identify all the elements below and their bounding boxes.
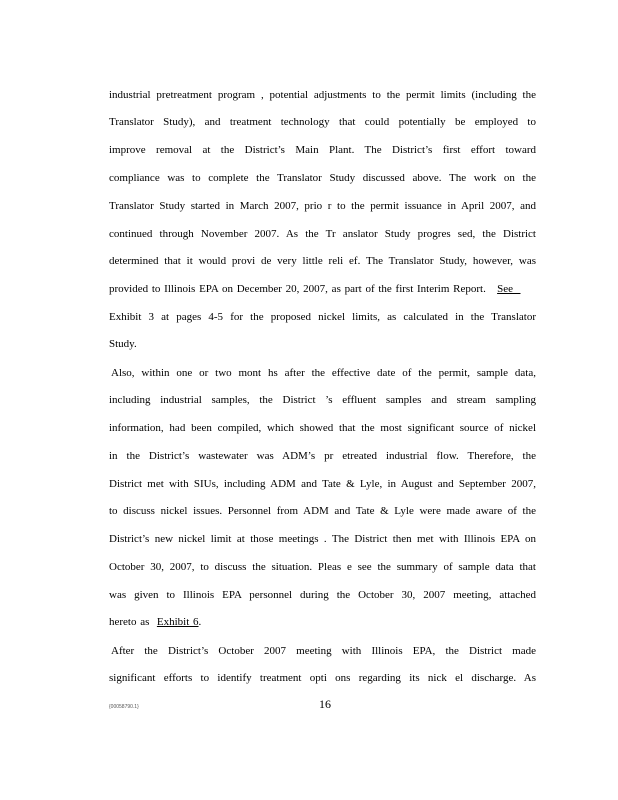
body-text-line: to discuss nickel issues. Personnel from ADM and Tate & Lyle were made aware of the bbox=[109, 505, 536, 517]
body-text-line bbox=[109, 282, 520, 296]
see-exhibit-link[interactable]: See bbox=[497, 283, 513, 295]
period: . bbox=[198, 616, 202, 628]
body-text-line: District met with SIUs, including ADM and Tate & Lyle, in August and September 2007, bbox=[109, 478, 536, 490]
body-text-segment: provided to Illinois EPA on December 20, 2007, as part of the first Interim Report. bbox=[109, 283, 486, 295]
body-text-line: Study. bbox=[109, 338, 137, 350]
body-text-line: continued through November 2007. As the Tr anslator Study progres sed, the District bbox=[109, 228, 536, 240]
body-text-line: including industrial samples, the District ’s effluent samples and stream sampling bbox=[109, 394, 536, 406]
body-text-line: Translator Study), and treatment technology that could potentially be employed to bbox=[109, 116, 536, 128]
body-text-line: October 30, 2007, to discuss the situation. Pleas e see the summary of sample data that bbox=[109, 561, 536, 573]
page-number: 16 bbox=[319, 697, 331, 711]
document-id: {00058790.1} bbox=[109, 704, 139, 710]
body-text-line: was given to Illinois EPA personnel during the October 30, 2007 meeting, attached bbox=[109, 589, 536, 601]
body-text-line: improve removal at the District’s Main Plant. The District’s first effort toward bbox=[109, 144, 536, 156]
body-text-line: information, had been compiled, which showed that the most significant source of nickel bbox=[109, 422, 536, 434]
body-text-line: Exhibit 3 at pages 4-5 for the proposed nickel limits, as calculated in the Translator bbox=[109, 311, 536, 323]
body-text-line bbox=[109, 615, 201, 629]
body-text-segment: hereto as bbox=[109, 616, 150, 628]
body-text-line: District’s new nickel limit at those meetings . The District then met with Illinois EPA on bbox=[109, 533, 536, 545]
body-text-line: industrial pretreatment program , potential adjustments to the permit limits (including the bbox=[109, 89, 536, 101]
body-text-line: determined that it would provi de very little reli ef. The Translator Study, however, was bbox=[109, 255, 536, 267]
body-text-line: Also, within one or two mont hs after the effective date of the permit, sample data, bbox=[111, 367, 536, 379]
body-text-line: significant efforts to identify treatment opti ons regarding its nick el discharge. As bbox=[109, 672, 536, 684]
body-text-line: compliance was to complete the Translator Study discussed above. The work on the bbox=[109, 172, 536, 184]
exhibit-6-link[interactable]: Exhibit 6 bbox=[156, 616, 199, 628]
body-text-line: in the District’s wastewater was ADM’s pr etreated industrial flow. Therefore, the bbox=[109, 450, 536, 462]
underline-trail bbox=[513, 283, 521, 295]
body-text-line: Translator Study started in March 2007, prio r to the permit issuance in April 2007, and bbox=[109, 200, 536, 212]
body-text-line: After the District’s October 2007 meeting with Illinois EPA, the District made bbox=[111, 645, 536, 657]
